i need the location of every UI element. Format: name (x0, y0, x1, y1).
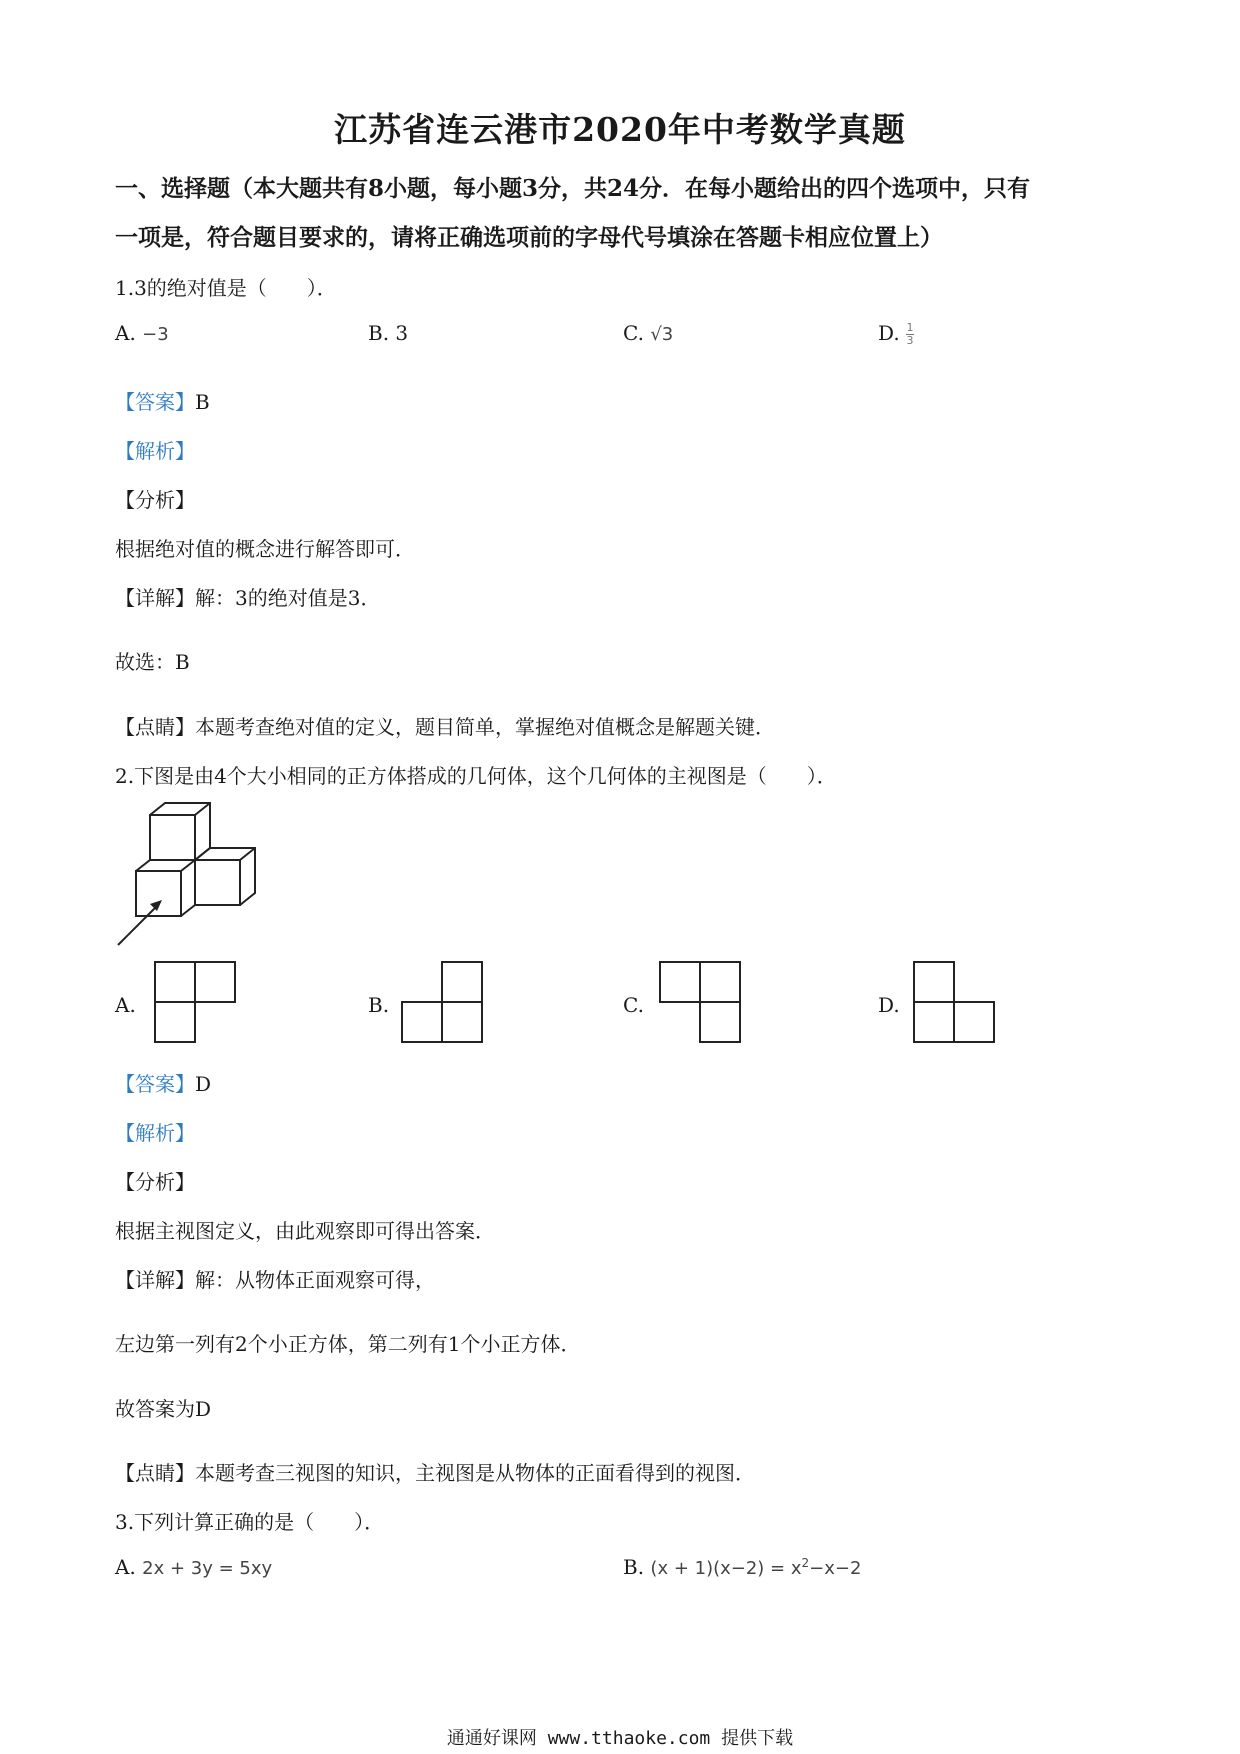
q2-answer (115, 1068, 211, 1097)
comment-text: 本题考查绝对值的定义，题目简单，掌握绝对值概念是解题关键． (195, 715, 775, 739)
fraction-numerator: 1 (906, 321, 914, 334)
q3-option-b-formula (650, 1558, 861, 1579)
q1-option-a-value: −3 (142, 324, 169, 345)
answer-tag: 【答案】 (115, 1072, 195, 1096)
answer-value: B (195, 390, 210, 414)
q2-option-d-label: D. (878, 993, 900, 1017)
q3-stem: 3.下列计算正确的是（ ）． (115, 1510, 385, 1534)
q2-stem: 2.下图是由4个大小相同的正方体搭成的几何体，这个几何体的主视图是（ ）． (115, 764, 837, 788)
q1-option-c-label: C. (623, 321, 644, 345)
q2-option-a-figure (153, 960, 243, 1050)
cube-front-left-top (136, 860, 195, 871)
view-direction-arrow (118, 900, 162, 945)
q2-comment (115, 1457, 755, 1486)
q1-option-a (115, 321, 169, 345)
q1-option-b (368, 321, 408, 345)
q2-fenxi-text: 根据主视图定义，由此观察即可得出答案． (115, 1219, 495, 1243)
q2-analysis-tag: 【解析】 (115, 1121, 195, 1145)
q2-detail-line2: 左边第一列有2个小正方体，第二列有1个小正方体． (115, 1332, 581, 1356)
q3-option-b (623, 1555, 861, 1579)
q2-option-c-figure (658, 960, 748, 1050)
q1-comment (115, 711, 775, 740)
q3-option-a (115, 1555, 272, 1579)
q3-option-b-label: B. (623, 1555, 645, 1579)
q1-choose: 故选：B (115, 650, 190, 674)
q3-option-a-label: A. (115, 1555, 136, 1579)
detail-text: 解：3的绝对值是3． (195, 586, 381, 610)
q2-option-a-label: A. (115, 993, 136, 1017)
detail-text: 解：从物体正面观察可得， (195, 1268, 435, 1292)
q2-fenxi-tag: 【分析】 (115, 1170, 195, 1194)
cube-top-front (150, 815, 195, 860)
q1-answer (115, 386, 210, 415)
q1-stem: 1.3的绝对值是（ ）． (115, 276, 337, 300)
q1-fenxi-tag: 【分析】 (115, 488, 195, 512)
section-heading-line1: 一、选择题（本大题共有8小题，每小题3分，共24分．在每小题给出的四个选项中，只有 (115, 175, 1031, 202)
cube-bottom-edge (181, 905, 195, 916)
q1-option-c (623, 321, 673, 345)
q1-option-d (878, 321, 914, 347)
q2-option-d-figure (912, 960, 1002, 1050)
q1-option-a-label: A. (115, 321, 136, 345)
cube-top-side (150, 803, 210, 860)
q2-option-c-label: C. (623, 993, 644, 1017)
q1-option-c-value: √3 (650, 324, 674, 345)
answer-tag: 【答案】 (115, 390, 195, 414)
detail-tag: 【详解】 (115, 586, 195, 610)
detail-tag: 【详解】 (115, 1268, 195, 1292)
q1-option-d-fraction (906, 322, 914, 347)
q2-detail (115, 1264, 435, 1293)
formula-part: −x−2 (809, 1558, 862, 1579)
comment-tag: 【点睛】 (115, 1461, 195, 1485)
q1-option-b-value: 3 (395, 321, 409, 345)
footer-source: 通通好课网 www.tthaoke.com 提供下载 (446, 1728, 794, 1749)
cube-top-edge (195, 803, 210, 815)
cube-solid-figure (110, 795, 260, 955)
comment-tag: 【点睛】 (115, 715, 195, 739)
cube-right-front (195, 860, 240, 905)
q1-detail (115, 582, 380, 611)
cube-right-side (195, 848, 255, 905)
q2-option-b-figure (400, 960, 490, 1050)
fraction-denominator: 3 (906, 334, 914, 347)
formula-part: (x + 1)(x−2) = x (650, 1558, 802, 1579)
answer-value: D (195, 1072, 212, 1096)
cube-front-left (136, 871, 181, 916)
q2-conclusion: 故答案为D (115, 1397, 212, 1421)
q2-option-b-label: B. (368, 993, 390, 1017)
q1-analysis-tag: 【解析】 (115, 439, 195, 463)
section-heading-line2: 一项是，符合题目要求的，请将正确选项前的字母代号填涂在答题卡相应位置上） (115, 224, 943, 251)
q1-option-b-label: B. (368, 321, 390, 345)
q1-option-d-label: D. (878, 321, 900, 345)
cube-front-left-edge (181, 860, 195, 871)
q3-option-a-formula: 2x + 3y = 5xy (142, 1558, 273, 1579)
formula-exponent: 2 (801, 1556, 810, 1570)
comment-text: 本题考查三视图的知识，主视图是从物体的正面看得到的视图． (195, 1461, 755, 1485)
q1-fenxi-text: 根据绝对值的概念进行解答即可． (115, 537, 415, 561)
cube-right-edge (240, 848, 255, 860)
page-title: 江苏省连云港市2020年中考数学真题 (334, 110, 906, 149)
